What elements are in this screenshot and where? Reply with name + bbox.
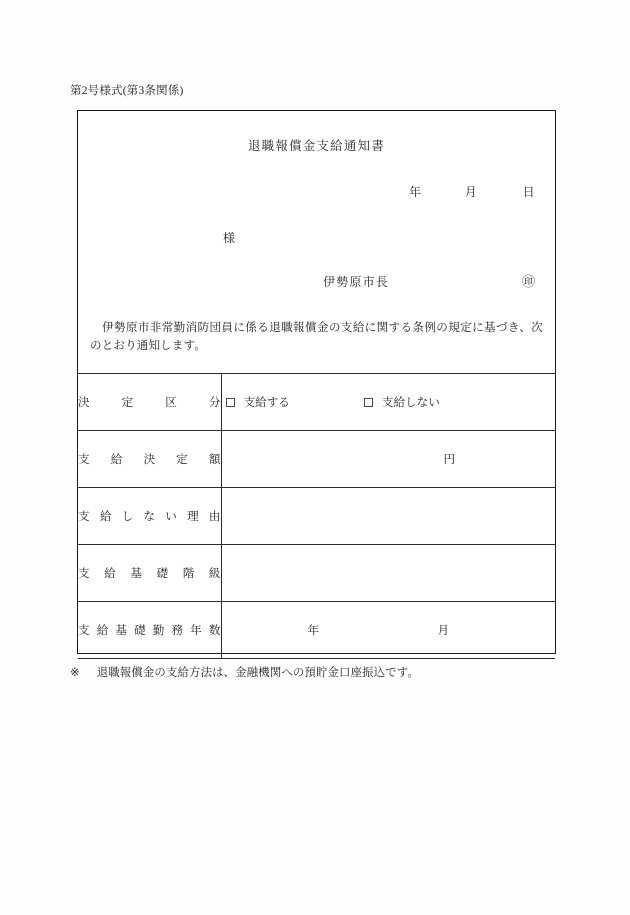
label-char: 決: [143, 453, 156, 466]
label-char: 級: [208, 567, 221, 580]
row-value-decision-category: [221, 374, 555, 431]
label-char: 額: [208, 453, 221, 466]
label-char: 給: [110, 453, 123, 466]
label-char: し: [121, 510, 134, 523]
issuer-line: [323, 273, 535, 290]
label-char: 給: [96, 624, 109, 637]
label-char: 給: [104, 567, 116, 580]
choice-label-pay: 支給する: [243, 396, 290, 409]
row-value-base-rank[interactable]: [221, 545, 555, 602]
label-char: い: [165, 510, 177, 523]
label-char: 定: [176, 453, 188, 466]
notification-form-box: [77, 110, 556, 654]
label-char: な: [143, 510, 156, 523]
label-char: 務: [171, 624, 184, 637]
row-value-nonpayment-reason[interactable]: [221, 488, 555, 545]
footnote-mark-icon: ※: [70, 667, 80, 679]
row-label-payment-amount: [78, 431, 221, 488]
label-char: 決: [78, 396, 90, 409]
duration-unit-month: 月: [437, 624, 450, 637]
row-label-nonpayment-reason: [78, 488, 221, 545]
addressee-honorific: 様: [223, 231, 236, 245]
checkbox-icon-not-pay[interactable]: [364, 398, 373, 407]
table-row: [78, 602, 555, 659]
label-char: 定: [121, 396, 134, 409]
label-char: 由: [208, 510, 221, 523]
label-char: 支: [78, 624, 90, 637]
label-char: 支: [78, 453, 90, 466]
seal-icon: ㊞: [521, 274, 535, 289]
body-paragraph: 伊勢原市非常勤消防団員に係る退職報償金の支給に関する条例の規定に基づき、次のとおり通知します。: [90, 321, 543, 352]
form-number-label: 第2号様式(第3条関係): [70, 85, 184, 97]
label-char: 給: [99, 510, 112, 523]
footnote: [70, 664, 419, 680]
row-value-payment-amount[interactable]: [221, 431, 555, 488]
label-char: 礎: [156, 567, 169, 580]
label-char: 支: [78, 567, 90, 580]
date-month-label: 月: [464, 185, 478, 199]
row-value-base-service-years[interactable]: [221, 602, 555, 659]
date-day-label: 日: [522, 185, 535, 199]
row-label-base-rank: [78, 545, 221, 602]
label-char: 区: [165, 396, 177, 409]
decision-table: [78, 373, 555, 659]
label-char: 分: [208, 396, 221, 409]
label-char: 勤: [152, 624, 165, 637]
label-char: 礎: [134, 624, 146, 637]
label-char: 基: [115, 624, 127, 637]
table-row: [78, 374, 555, 431]
choice-not-pay[interactable]: [364, 394, 440, 410]
label-char: 支: [78, 510, 90, 523]
checkbox-icon-pay[interactable]: [226, 398, 235, 407]
label-char: 基: [130, 567, 142, 580]
label-char: 理: [187, 510, 199, 523]
choice-label-not-pay: 支給しない: [381, 396, 440, 409]
label-char: 数: [208, 624, 221, 637]
row-label-base-service-years: [78, 602, 221, 659]
choice-pay[interactable]: [226, 394, 290, 410]
label-char: 年: [190, 624, 202, 637]
table-row: [78, 488, 555, 545]
table-row: [78, 431, 555, 488]
amount-unit-yen: 円: [443, 453, 456, 466]
row-label-decision-category: [78, 374, 221, 431]
label-char: 階: [182, 567, 195, 580]
date-year-label: 年: [408, 185, 422, 199]
footnote-text: 退職報償金の支給方法は、金融機関への預貯金口座振込です。: [96, 667, 419, 679]
document-title: 退職報償金支給通知書: [247, 139, 385, 153]
issuer-name: 伊勢原市長: [323, 275, 390, 289]
duration-unit-year: 年: [307, 624, 320, 637]
date-line: [409, 183, 535, 200]
table-row: [78, 545, 555, 602]
